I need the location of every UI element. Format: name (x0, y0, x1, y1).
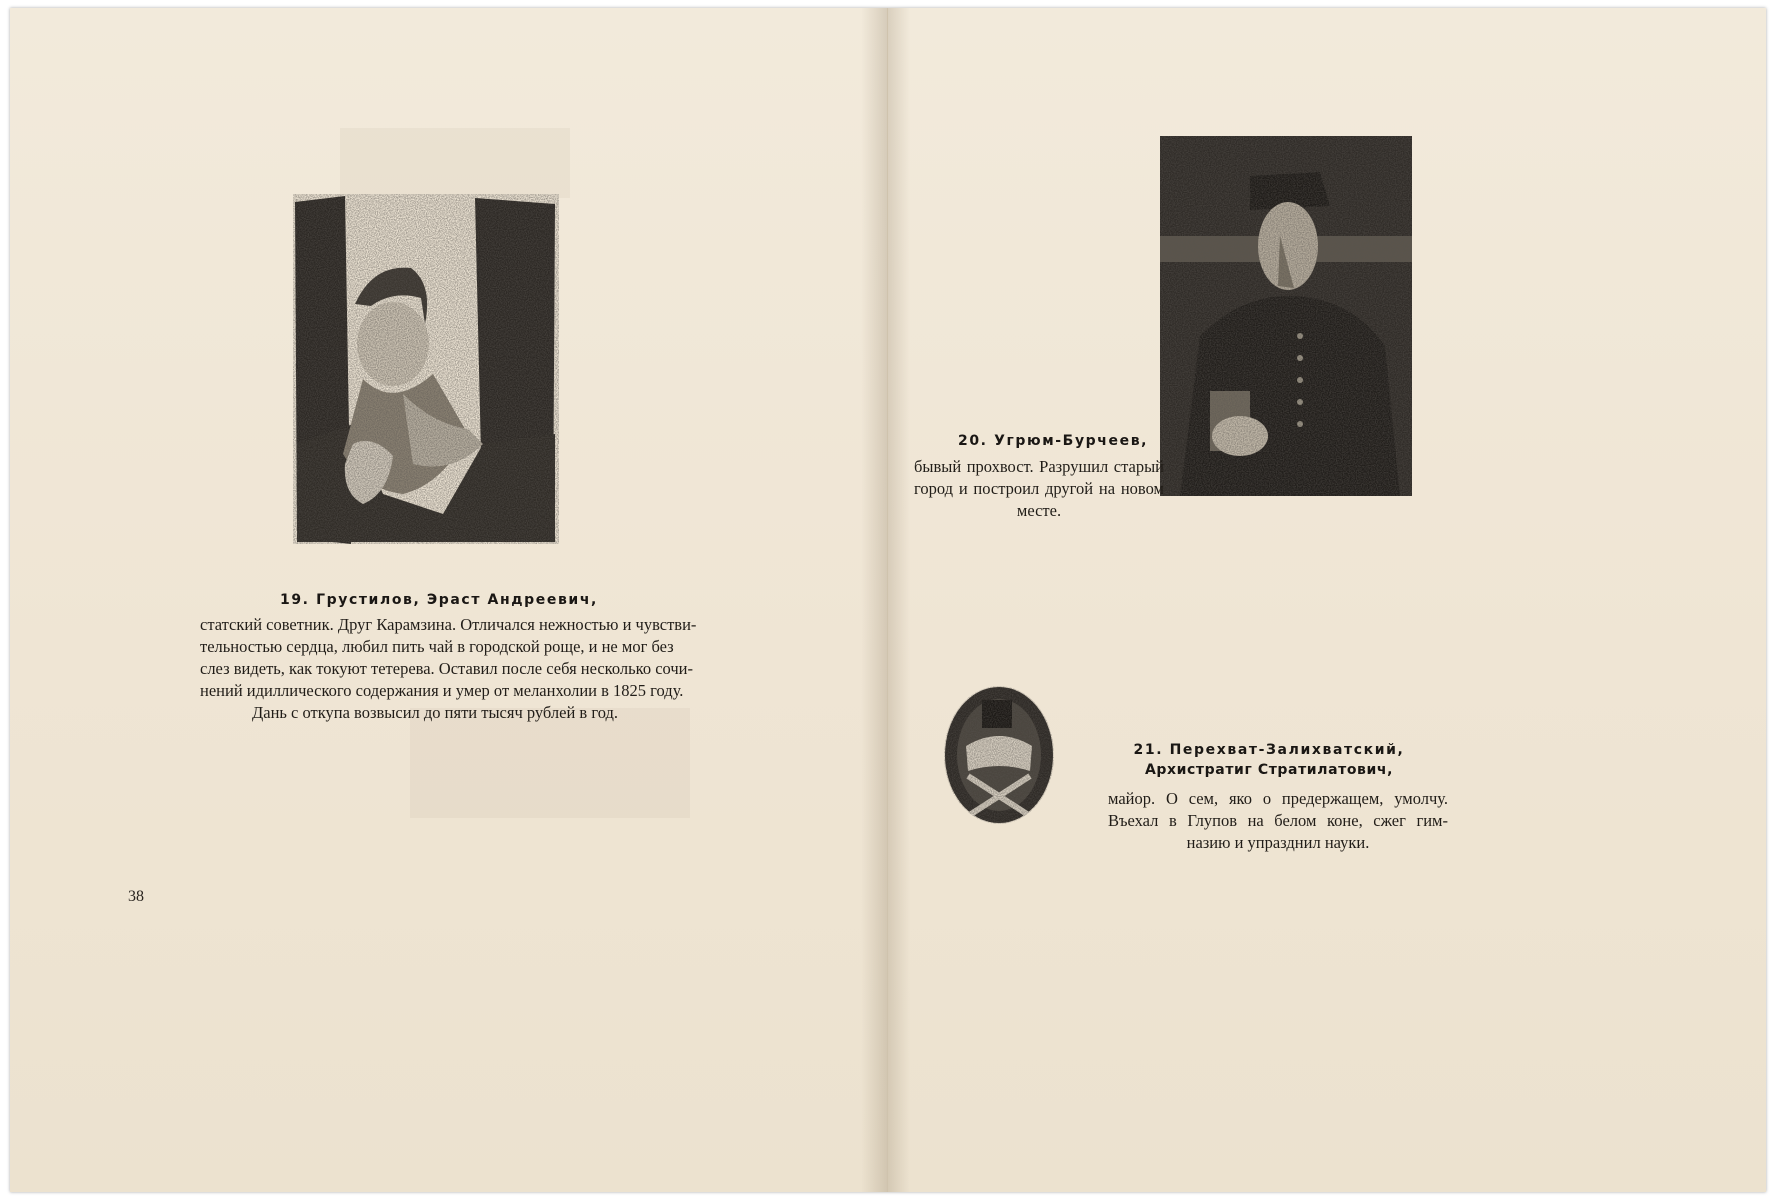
description-line: тельностью сердца, любил пить чай в городской роще, и не мог без (200, 637, 674, 656)
entry-title: 20. Угрюм-Бурчеев, (958, 433, 1149, 449)
description-line: Дань с откупа возвысил до пяти тысяч рублей в год. (251, 703, 618, 722)
description-line: слез видеть, как токуют тетерева. Оставил после себя несколько сочи- (200, 659, 693, 678)
entry-description (1108, 788, 1448, 854)
description-line: статский советник. Друг Карамзина. Отличался нежностью и чувстви- (200, 615, 697, 634)
description-line: Въехал в Глупов на белом коне, сжег гим- (1108, 811, 1448, 830)
portrait-illustration-ugryum-burcheev (1160, 136, 1412, 496)
entry-title: 21. Перехват-Залихватский, (1133, 742, 1405, 758)
bleed-through-shadow (410, 708, 690, 818)
description-line: назию и упразднил науки. (1186, 833, 1370, 852)
left-page (10, 8, 888, 1192)
page-number: 38 (128, 888, 144, 905)
entry-subtitle: Архистратиг Стратилатович, (1144, 762, 1394, 778)
portrait-illustration-gruvstilov (293, 194, 559, 544)
right-page (888, 8, 1766, 1192)
description-line: город и построил другой на новом (914, 479, 1164, 498)
description-line: майор. О сем, яко о предержащем, умолчу. (1108, 789, 1448, 808)
description-line: нений идиллического содержания и умер от меланхолии в 1825 году. (200, 681, 684, 700)
bleed-through-shadow (340, 128, 570, 198)
book-spread (10, 8, 1766, 1192)
entry-description (200, 614, 697, 724)
description-line: бывый прохвост. Разрушил старый (914, 457, 1164, 476)
entry-title: 19. Грустилов, Эраст Андреевич, (280, 592, 598, 608)
description-line: месте. (1016, 501, 1062, 520)
entry-description (914, 456, 1164, 522)
oval-vignette-illustration (944, 686, 1054, 824)
